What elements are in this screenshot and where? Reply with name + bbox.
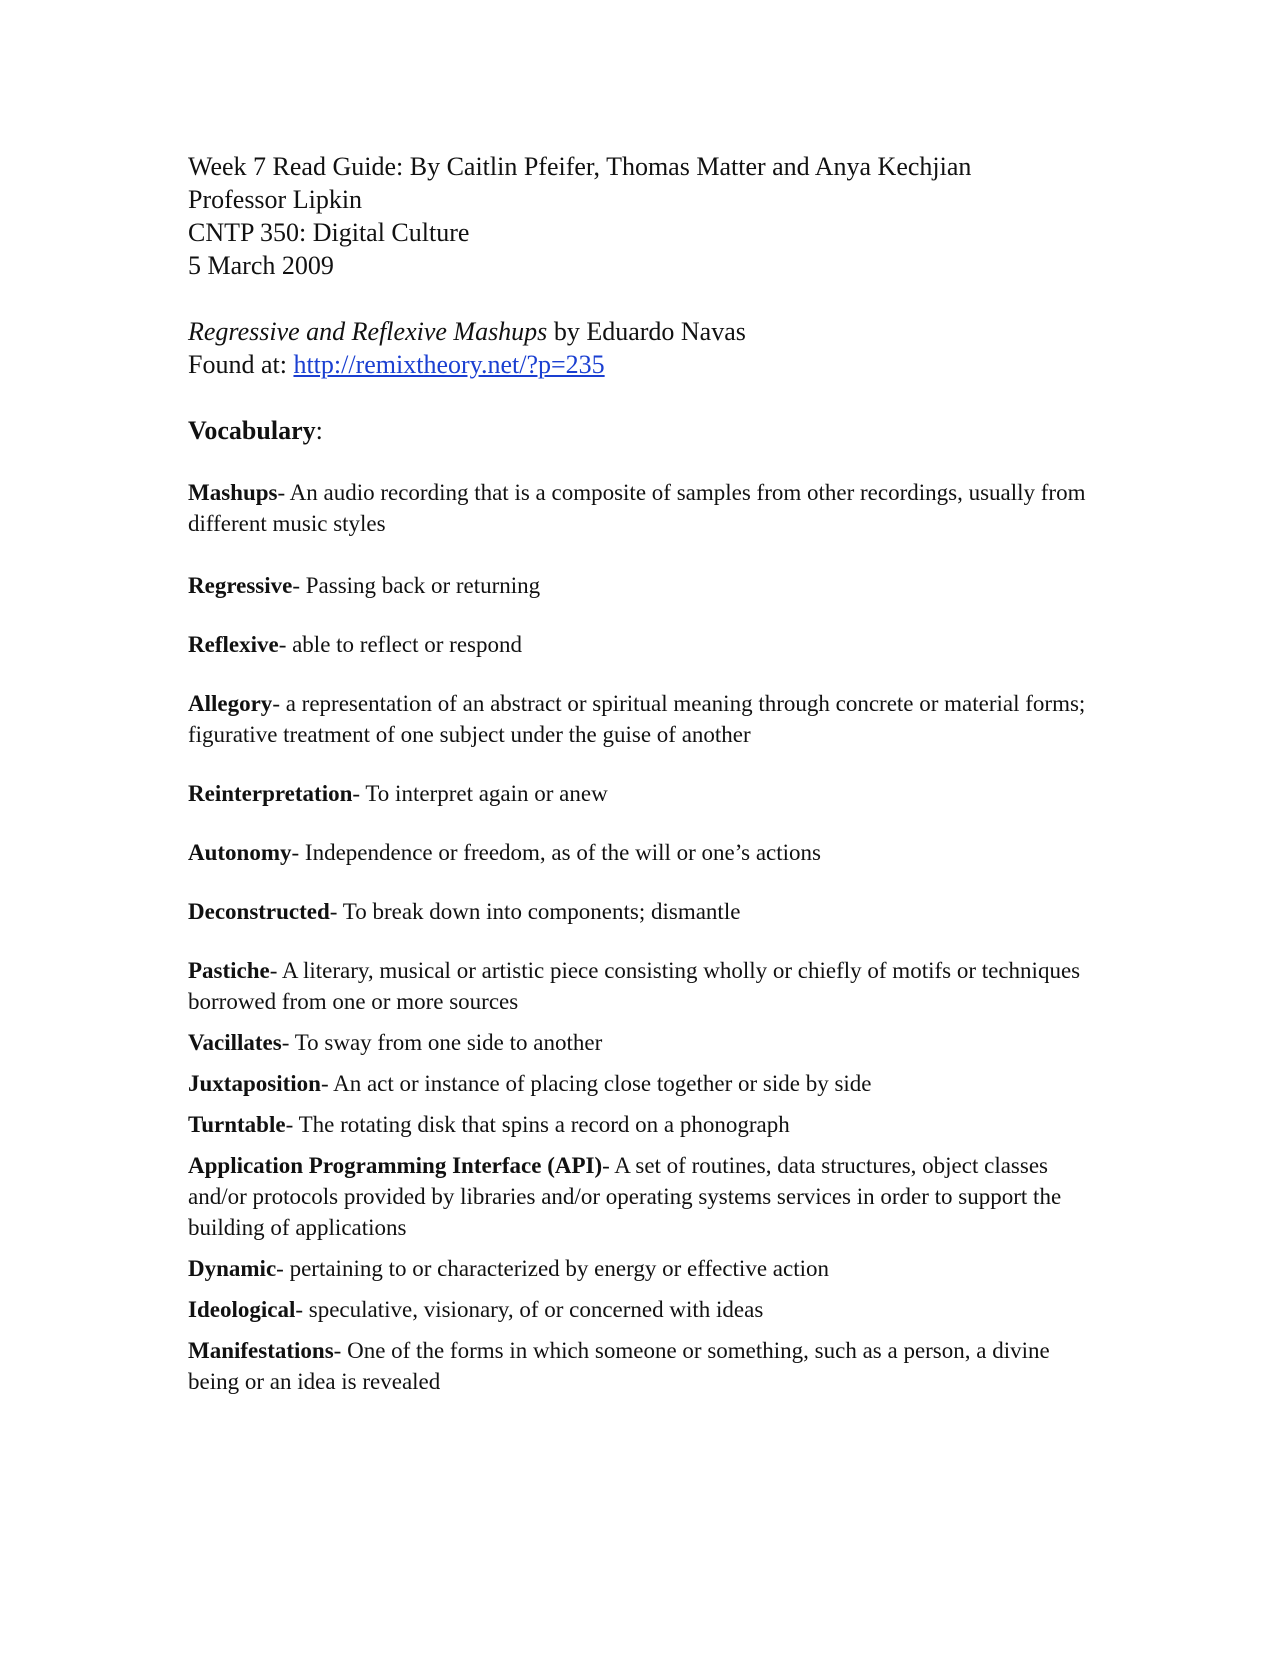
vocab-definition: - able to reflect or respond (278, 632, 522, 657)
vocab-entry-vacillates (188, 1027, 1088, 1058)
vocabulary-heading (188, 414, 1088, 447)
vocab-definition: - speculative, visionary, of or concerned with ideas (295, 1297, 764, 1322)
vocab-definition: - Passing back or returning (292, 573, 541, 598)
vocab-entry-turntable (188, 1109, 1088, 1140)
professor-name: Professor Lipkin (188, 185, 363, 214)
vocabulary-heading-colon: : (315, 416, 323, 445)
vocab-entry-api (188, 1150, 1088, 1243)
vocab-term: Ideological (188, 1297, 296, 1322)
source-link[interactable]: http://remixtheory.net/?p=235 (293, 350, 605, 379)
vocab-term: Reflexive (188, 632, 279, 657)
article-author: by Eduardo Navas (547, 317, 746, 346)
vocab-entry-regressive (188, 570, 1088, 601)
vocab-term: Regressive (188, 573, 293, 598)
vocab-term: Vacillates (188, 1030, 282, 1055)
document-header (188, 150, 1088, 282)
vocab-term: Deconstructed (188, 899, 330, 924)
vocab-entry-dynamic (188, 1253, 1088, 1284)
vocab-entry-autonomy (188, 837, 1088, 868)
source-citation (188, 315, 1088, 381)
vocab-term: Application Programming Interface (API) (188, 1153, 603, 1178)
course-name: CNTP 350: Digital Culture (188, 218, 470, 247)
vocab-term: Allegory (188, 691, 273, 716)
vocab-definition: - pertaining to or characterized by energy or effective action (276, 1256, 829, 1281)
document-date: 5 March 2009 (188, 251, 334, 280)
vocab-definition: - One of the forms in which someone or something, such as a person, a divine being or an idea is revealed (188, 1338, 1050, 1394)
vocab-entry-pastiche (188, 955, 1088, 1017)
guide-title: Week 7 Read Guide: By Caitlin Pfeifer, Thomas Matter and Anya Kechjian (188, 152, 972, 181)
vocab-definition: - To interpret again or anew (352, 781, 608, 806)
vocab-entry-manifestations (188, 1335, 1088, 1397)
vocab-term: Juxtaposition (188, 1071, 321, 1096)
vocab-term: Manifestations (188, 1338, 334, 1363)
vocab-term: Autonomy (188, 840, 292, 865)
vocab-entry-ideological (188, 1294, 1088, 1325)
vocab-definition: - A literary, musical or artistic piece consisting wholly or chiefly of motifs or techniques borrowed from one or more sources (188, 958, 1081, 1014)
vocab-definition: - An act or instance of placing close together or side by side (320, 1071, 872, 1096)
vocab-entry-allegory (188, 688, 1088, 750)
vocab-entry-reflexive (188, 629, 1088, 660)
vocab-term: Mashups (188, 480, 278, 505)
vocab-definition: - a representation of an abstract or spiritual meaning through concrete or material forms; figurative treatment of one subject under the guise of another (188, 691, 1086, 747)
vocabulary-list (188, 477, 1088, 1397)
vocab-term: Dynamic (188, 1256, 277, 1281)
vocab-definition: - A set of routines, data structures, object classes and/or protocols provided by libraries and/or operating systems services in order to support the building of applications (188, 1153, 1062, 1240)
vocab-entry-reinterpretation (188, 778, 1088, 809)
vocab-term: Pastiche (188, 958, 270, 983)
vocab-entry-mashups (188, 477, 1088, 539)
vocab-entry-juxtaposition (188, 1068, 1088, 1099)
article-line (188, 315, 1088, 348)
vocabulary-heading-text: Vocabulary (188, 416, 316, 445)
found-at-label: Found at: (188, 350, 294, 379)
vocab-definition: - To break down into components; dismantle (329, 899, 741, 924)
vocab-term: Reinterpretation (188, 781, 353, 806)
vocab-definition: - An audio recording that is a composite of samples from other recordings, usually from different music styles (188, 480, 1086, 536)
vocab-term: Turntable (188, 1112, 286, 1137)
vocab-definition: - To sway from one side to another (281, 1030, 603, 1055)
vocab-definition: - The rotating disk that spins a record on a phonograph (285, 1112, 790, 1137)
article-title: Regressive and Reflexive Mashups (188, 317, 548, 346)
vocab-entry-deconstructed (188, 896, 1088, 927)
found-at-line (188, 348, 1088, 381)
vocab-definition: - Independence or freedom, as of the will or one’s actions (291, 840, 821, 865)
document-page (188, 150, 1088, 1397)
